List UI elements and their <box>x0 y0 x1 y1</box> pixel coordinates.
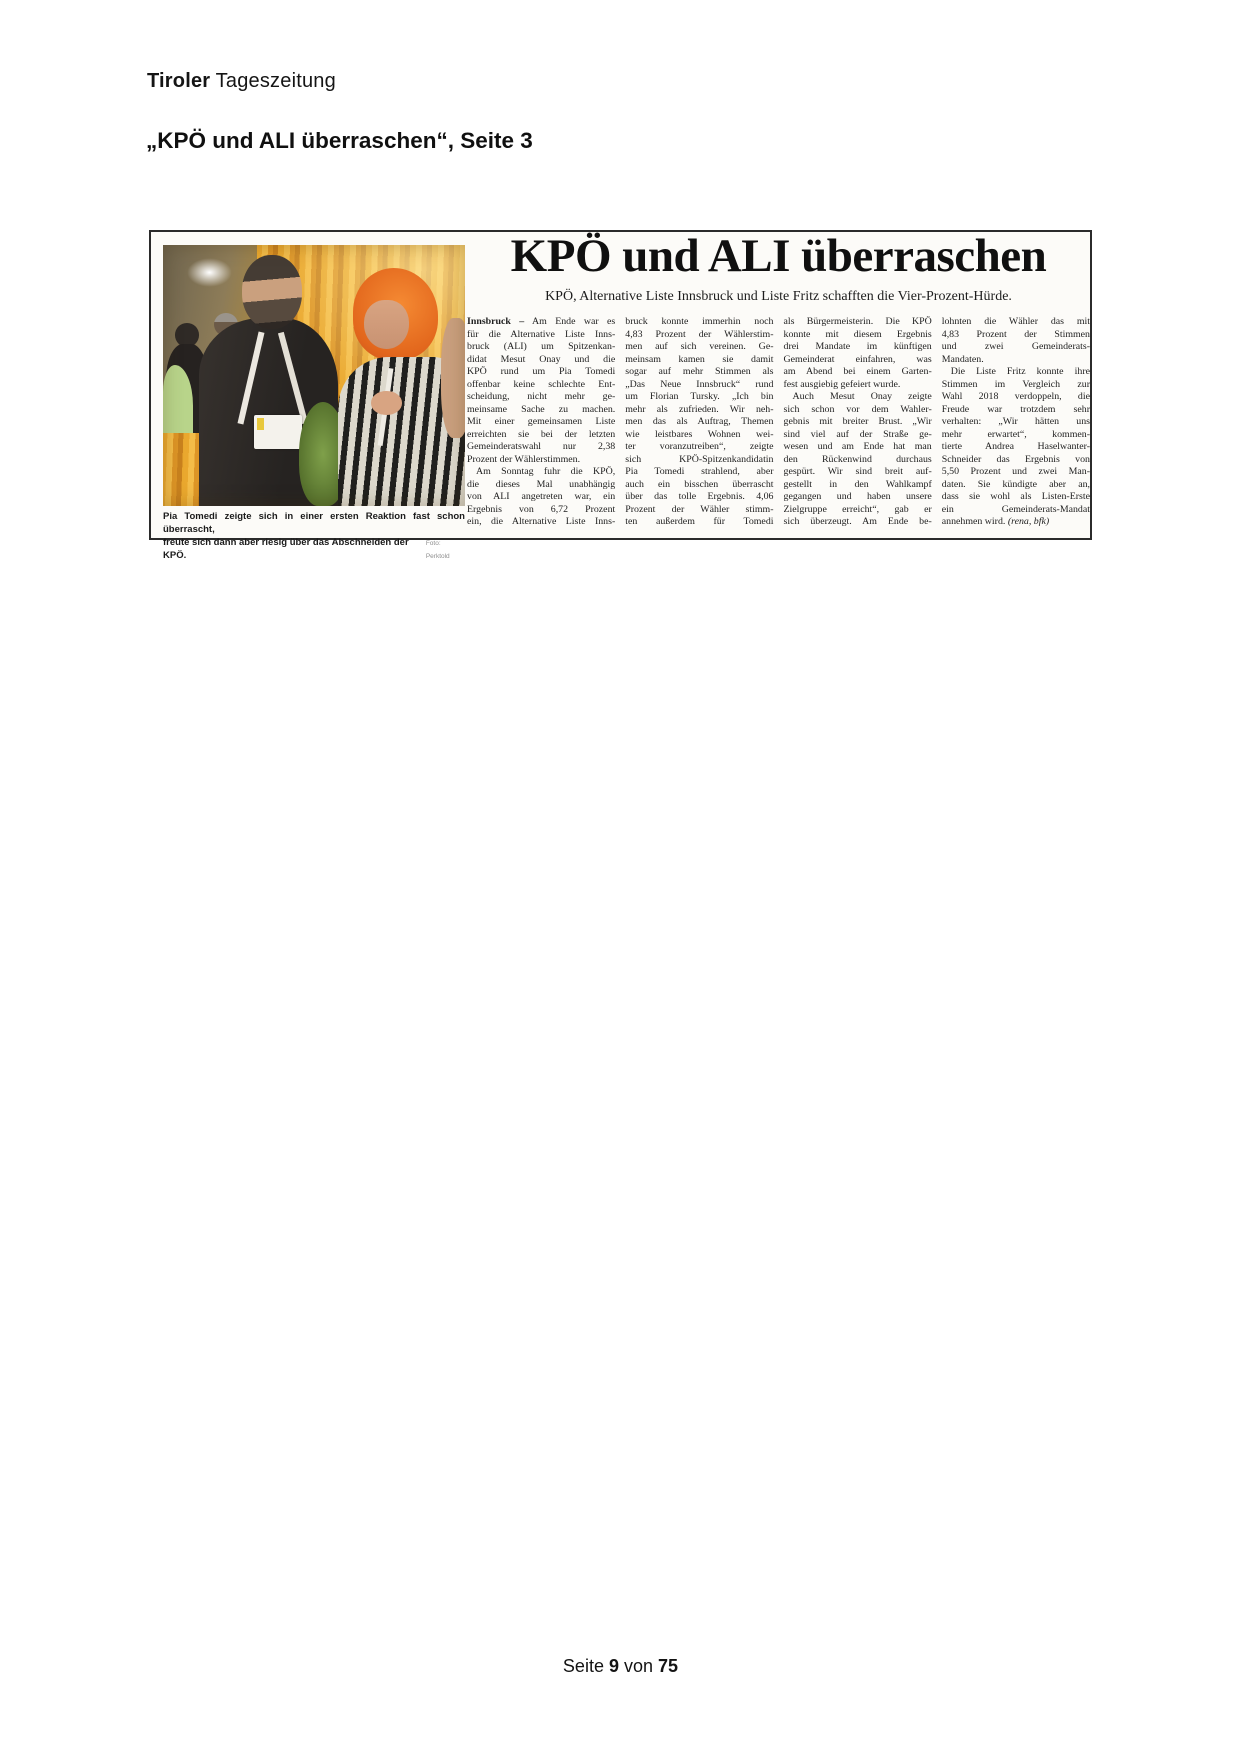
photo-woman-hair <box>353 268 438 359</box>
photo-woman-striped-shirt <box>338 357 465 506</box>
photo-edge-person-arm <box>441 318 465 438</box>
photo-man-head <box>242 255 302 328</box>
article-photo-figure <box>163 245 465 563</box>
newspaper-name <box>147 70 336 93</box>
photo-background-wall <box>163 245 257 433</box>
photo-caption <box>163 510 465 563</box>
article-subtitle: KPÖ, Alternative Liste Innsbruck und Liste Fritz schafften die Vier-Prozent-Hürde. <box>545 289 1012 304</box>
photo-woman-lanyard <box>378 368 394 446</box>
photo-man-lanyard-right <box>278 332 308 424</box>
photo-bystander3-shirt <box>163 365 193 433</box>
photo-bystander1-head <box>175 323 199 346</box>
article-column-1: Innsbruck – Am Ende war es für die Alternative Liste Inns- bruck (ALI) um Spitzenkan- didat Mesut Onay und die KPÖ rund um Pia Tomedi offenbar keine schlechte Ent- scheidung, nicht mehr ge- meinsame Sache zu machen. Mit einer gemeinsamen Liste erreichten sie bei der letzten Gemeinderatswahl nur 2,38 Prozent der Wählerstimmen. Am Sonntag fuhr die KPÖ, die dieses Mal unabhängig von ALI angetreten war, ein Ergebnis von 6,72 Prozent ein, die Alternative Liste Inns- <box>467 316 616 527</box>
footer-current-page: 9 <box>608 1656 619 1676</box>
photo-woman-face <box>364 300 409 350</box>
article-column-4: lohnten die Wähler das mit 4,83 Prozent der Stimmen und zwei Gemeinderats- Mandaten. Die Liste Fritz konnte ihre Stimmen im Vergleich zur Wahl 2018 verdoppeln, die Freude war trotzdem sehr verhalten: „Wir hätten uns mehr erwartet“, kommen- tierte Andrea Haselwanter- Schneider das Ergebnis von 5,50 Prozent und zwei Man- daten. Sie kündigte aber an, dass sie wohl als Listen-Erste ein Gemeinderats-Mandat annehmen wird. (rena, bfk) <box>941 316 1090 527</box>
photo-caption-line2: freute sich dann aber riesig über das Abschneiden der KPÖ. <box>163 537 409 561</box>
article-column-3: als Bürgermeisterin. Die KPÖ konnte mit diesem Ergebnis drei Mandate im künftigen Gemeinderat einfahren, was am Abend bei einem Garten- fest ausgiebig gefeiert wurde. Auch Mesut Onay zeigte sich schon vor dem Wahler- gebnis mit breiter Brust. „Wir sind viel auf der Straße ge- wesen und am Ende hat man den Rückenwind durchaus gespürt. Wir sind breit auf- gestellt in den Wahlkampf gegangen und haben unsere Zielgruppe erreicht“, gab er sich überzeugt. Am Ende be- <box>783 316 932 527</box>
photo-man-lanyard-left <box>237 332 264 425</box>
photo-badge-logo <box>257 418 265 430</box>
article <box>467 232 1090 538</box>
article-headline: KPÖ und ALI überraschen <box>510 230 1047 282</box>
photo-bystander2-body <box>205 334 247 412</box>
newspaper-name-rest: Tageszeitung <box>210 70 336 92</box>
photo-woman-hand <box>371 391 401 414</box>
photo-light-spot <box>187 258 232 287</box>
footer-word-page: Seite <box>562 1656 604 1676</box>
article-photo <box>163 245 465 506</box>
photo-plant <box>299 402 347 506</box>
article-column-2: bruck konnte immerhin noch 4,83 Prozent der Wählerstim- men auf sich vereinen. Ge- meinsam kamen sie damit sogar auf mehr Stimmen als „Das Neue Innsbruck“ rund um Florian Tursky. „Ich bin mehr als zufrieden. Wir neh- men das als Auftrag, Themen wie leistbares Wohnen wei- ter voranzutreiben“, zeigte sich KPÖ-Spitzenkandidatin Pia Tomedi strahlend, aber auch ein bisschen überrascht über das tolle Ergebnis. 4,06 Prozent der Wähler stimm- ten außerdem für Tomedi <box>625 316 774 527</box>
photo-bystander2-head <box>214 313 238 336</box>
newspaper-name-bold: Tiroler <box>147 70 211 92</box>
photo-man-torso <box>199 318 338 506</box>
clipping-title: „KPÖ und ALI überraschen“, Seite 3 <box>146 128 533 153</box>
article-body <box>467 316 1090 529</box>
newspaper-clipping <box>149 230 1092 561</box>
page-footer <box>0 1656 1241 1677</box>
photo-credit: Foto: Perktold <box>425 540 450 560</box>
footer-word-of: von <box>624 1656 654 1676</box>
photo-caption-line1: Pia Tomedi zeigte sich in einer ersten Reaktion fast schon überrascht, <box>163 511 465 535</box>
footer-total-pages: 75 <box>658 1656 679 1676</box>
photo-bystander1-body <box>166 344 208 433</box>
photo-man-name-badge <box>254 415 302 449</box>
